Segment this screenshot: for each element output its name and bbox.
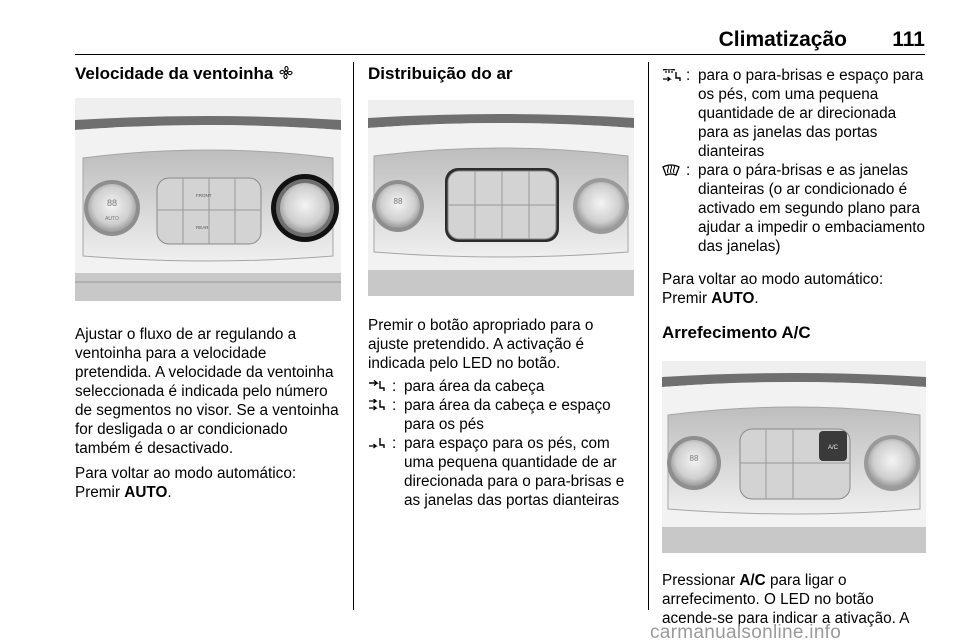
figure-label-rear: REAR bbox=[196, 225, 209, 230]
list-item-feet: : para espaço para os pés, com uma pequena quantidade de ar direcionada para o para-brisas e as janelas das portas dianteiras bbox=[368, 434, 634, 510]
column-divider-2 bbox=[648, 62, 649, 610]
paragraph-auto-mode: Para voltar ao modo automático: Premir AUTO. bbox=[75, 465, 297, 501]
svg-text:88: 88 bbox=[106, 198, 118, 208]
heading-ac-cooling: Arrefecimento A/C bbox=[662, 323, 811, 342]
distribution-list-continued bbox=[662, 66, 926, 256]
auto-label: AUTO bbox=[124, 484, 168, 501]
svg-text:88: 88 bbox=[689, 454, 699, 463]
column-fan-speed bbox=[75, 62, 341, 502]
auto-label-2: AUTO bbox=[711, 290, 755, 307]
heading-air-distribution: Distribuição do ar bbox=[368, 64, 513, 83]
column-divider-1 bbox=[353, 62, 354, 610]
svg-text:88: 88 bbox=[393, 197, 403, 206]
header-rule bbox=[75, 54, 925, 55]
page-number: 111 bbox=[892, 28, 925, 51]
list-item-head: : para área da cabeça bbox=[368, 377, 634, 396]
fan-icon bbox=[278, 65, 294, 80]
defrost-windscreen-icon bbox=[662, 164, 680, 177]
figure-label-front: FRONT bbox=[196, 193, 212, 198]
paragraph-ac: Pressionar A/C para ligar o arrefecimento. O LED no botão acende-se para indicar a ativação. A bbox=[662, 572, 910, 627]
figure-fan-control-panel bbox=[75, 98, 341, 301]
airflow-windscreen-feet-icon bbox=[662, 69, 682, 82]
heading-fan-speed: Velocidade da ventoinha bbox=[75, 62, 341, 86]
page-header bbox=[75, 28, 925, 54]
list-item-windscreen-feet: : para o para-brisas e espaço para os pés, com uma pequena quantidade de ar direcionada para as janelas das portas dianteiras bbox=[662, 66, 926, 161]
section-title: Climatização bbox=[718, 28, 847, 51]
list-item-defrost: : para o pára-brisas e as janelas dianteiras (o ar condicionado é activado em segundo plano para ajudar a impedir o embaciamento das janelas) bbox=[662, 161, 926, 256]
paragraph-auto-mode-2: Para voltar ao modo automático: Premir AUTO. bbox=[662, 271, 884, 307]
watermark: carmanualsonline.info bbox=[650, 622, 842, 643]
airflow-feet-icon bbox=[368, 437, 386, 449]
paragraph-fan-speed: Ajustar o fluxo de ar regulando a ventoinha para a velocidade pretendida. A velocidade da ventoinha seleccionada é indicada pelo número de segmentos no visor. Se a ventoinha for desligada o ar condicionado também é desactivado. bbox=[75, 326, 339, 457]
ac-label: A/C bbox=[739, 572, 766, 589]
figure-label-auto: AUTO bbox=[105, 216, 119, 222]
figure-distribution-control-panel bbox=[368, 100, 634, 296]
figure-ac-control-panel bbox=[662, 361, 926, 553]
airflow-head-feet-icon bbox=[368, 399, 386, 411]
airflow-head-icon bbox=[368, 380, 386, 392]
column-distribution-cont-ac bbox=[662, 62, 926, 628]
list-item-head-feet: : para área da cabeça e espaço para os pés bbox=[368, 396, 634, 434]
distribution-list bbox=[368, 377, 634, 510]
paragraph-distribution: Premir o botão apropriado para o ajuste pretendido. A activação é indicada pelo LED no botão. bbox=[368, 317, 594, 372]
column-air-distribution bbox=[368, 62, 634, 510]
figure-label-ac: A/C bbox=[827, 445, 839, 451]
